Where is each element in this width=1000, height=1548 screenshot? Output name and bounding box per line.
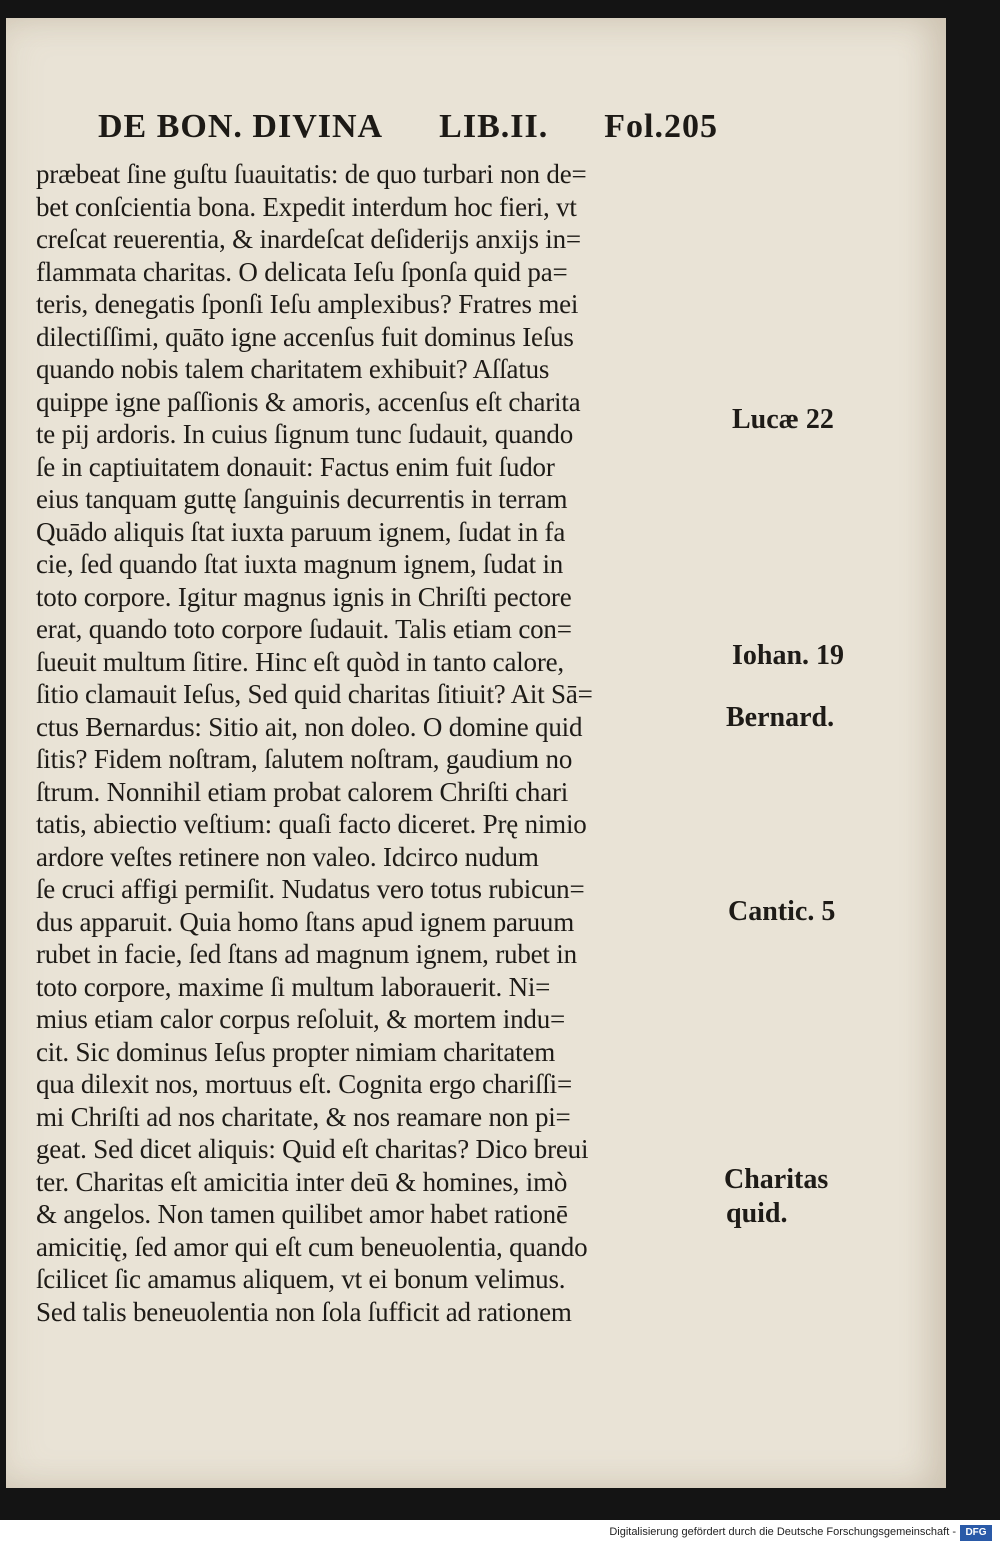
text-line: ſcilicet ſic amamus aliquem, vt ei bonum velimus. — [36, 1264, 566, 1294]
margin-note-iohan: Iohan. 19 — [732, 640, 845, 671]
text-line: ſitio clamauit Ieſus, Sed quid charitas ſitiuit? Ait Sā= — [36, 679, 593, 709]
text-line: cie, ſed quando ſtat iuxta magnum ignem, ſudat in — [36, 549, 564, 579]
header-folio: Fol.205 — [604, 108, 718, 145]
text-line: tatis, abiectio veſtium: quaſi facto diceret. Prę nimio — [36, 809, 587, 839]
running-header — [98, 102, 718, 152]
text-line: mi Chriſti ad nos charitate, & nos reamare non pi= — [36, 1101, 571, 1132]
header-title: DE BON. DIVINA — [98, 108, 384, 145]
text-line: Quādo aliquis ſtat iuxta paruum ignem, ſudat in fa — [36, 516, 566, 547]
header-book: LIB.II. — [439, 108, 549, 145]
text-line: eius tanquam guttę ſanguinis decurrentis in terram — [36, 484, 568, 514]
text-line: ſe in captiuitatem donauit: Factus enim fuit ſudor — [36, 451, 555, 482]
body-text — [36, 158, 726, 1328]
text-line: & angelos. Non tamen quilibet amor habet rationē — [36, 1199, 568, 1229]
margin-note-cantic: Cantic. 5 — [728, 896, 836, 927]
text-line: ſitis? Fidem noſtram, ſalutem noſtram, gaudium no — [36, 744, 573, 774]
text-line: ter. Charitas eſt amicitia inter deū & homines, imò — [36, 1166, 568, 1197]
text-line: ardore veſtes retinere non valeo. Idcirco nudum — [36, 841, 539, 872]
margin-note-quid: quid. — [726, 1198, 788, 1229]
margin-note-bernard: Bernard. — [726, 702, 835, 733]
text-line: creſcat reuerentia, & inardeſcat deſiderijs anxijs in= — [36, 224, 581, 254]
text-line: quando nobis talem charitatem exhibuit? Aſſatus — [36, 354, 550, 384]
text-line: dilectiſſimi, quāto igne accenſus fuit dominus Ieſus — [36, 321, 574, 352]
text-line: te pij ardoris. In cuius ſignum tunc ſudauit, quando — [36, 419, 574, 449]
funding-notice: Digitalisierung gefördert durch die Deutsche Forschungsgemeinschaft - — [609, 1526, 956, 1538]
text-line: mius etiam calor corpus reſoluit, & mortem indu= — [36, 1004, 566, 1034]
text-line: præbeat ſine guſtu ſuauitatis: de quo turbari non de= — [36, 159, 587, 189]
text-line: qua dilexit nos, mortuus eſt. Cognita ergo chariſſi= — [36, 1069, 572, 1099]
text-line: cit. Sic dominus Ieſus propter nimiam charitatem — [36, 1036, 556, 1067]
text-line: toto corpore, maxime ſi multum laborauerit. Ni= — [36, 971, 551, 1002]
footer-bar — [0, 1520, 1000, 1548]
text-line: dus apparuit. Quia homo ſtans apud ignem paruum — [36, 906, 574, 937]
text-line: amicitię, ſed amor qui eſt cum beneuolentia, quando — [36, 1231, 588, 1262]
text-line: ſueuit multum ſitire. Hinc eſt quòd in tanto calore, — [36, 646, 564, 677]
margin-note-charitas: Charitas — [724, 1164, 829, 1195]
text-line: geat. Sed dicet aliquis: Quid eſt charitas? Dico breui — [36, 1134, 589, 1164]
dfg-logo: DFG — [960, 1525, 992, 1541]
text-line: bet conſcientia bona. Expedit interdum hoc fieri, vt — [36, 191, 577, 222]
text-line: rubet in facie, ſed ſtans ad magnum ignem, rubet in — [36, 939, 577, 969]
text-line: ſe cruci affigi permiſit. Nudatus vero totus rubicun= — [36, 874, 585, 904]
text-line: erat, quando toto corpore ſudauit. Talis etiam con= — [36, 614, 572, 644]
book-page — [6, 18, 946, 1488]
text-line: Sed talis beneuolentia non ſola ſufficit ad rationem — [36, 1296, 572, 1327]
margin-note-lucae: Lucæ 22 — [732, 404, 834, 435]
text-line: quippe igne paſſionis & amoris, accenſus eſt charita — [36, 386, 581, 417]
text-line: ctus Bernardus: Sitio ait, non doleo. O domine quid — [36, 711, 583, 742]
text-line: teris, denegatis ſponſi Ieſu amplexibus? Fratres mei — [36, 289, 579, 319]
text-line: toto corpore. Igitur magnus ignis in Chriſti pectore — [36, 581, 572, 612]
text-line: flammata charitas. O delicata Ieſu ſponſa quid pa= — [36, 256, 568, 287]
text-line: ſtrum. Nonnihil etiam probat calorem Chriſti chari — [36, 776, 569, 807]
